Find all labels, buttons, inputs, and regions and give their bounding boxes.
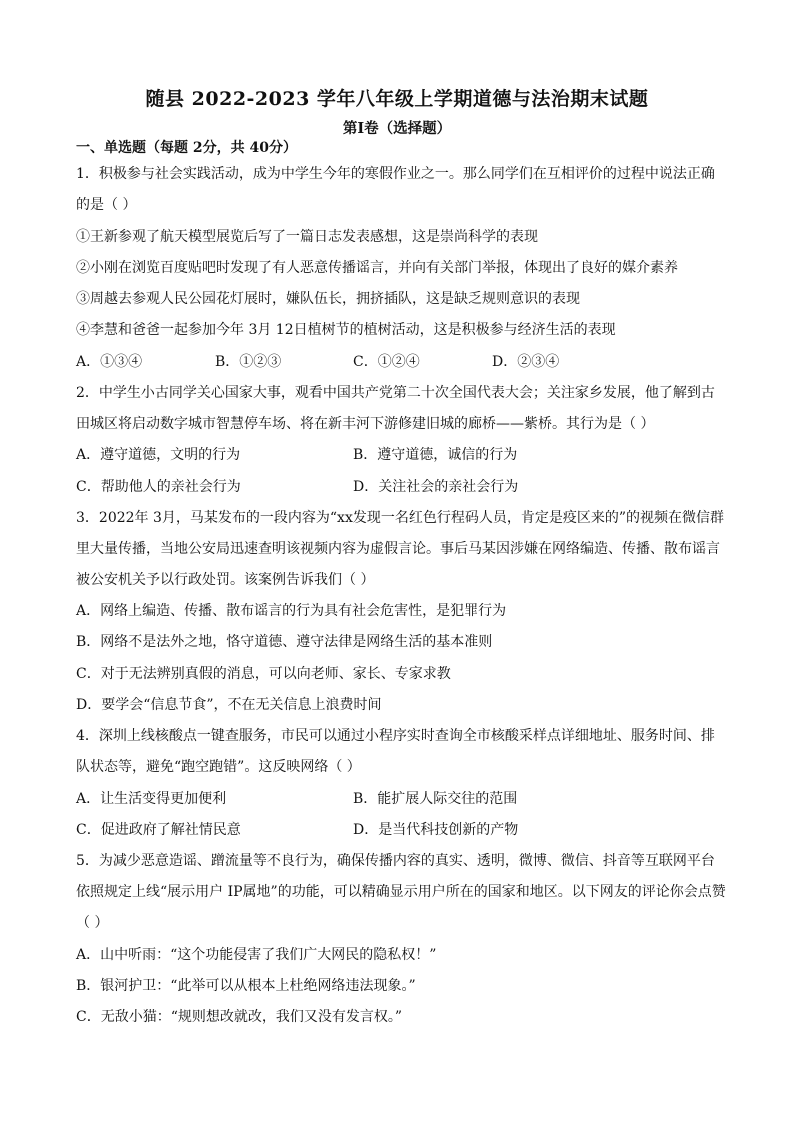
q1-statement-2: ②小刚在浏览百度贴吧时发现了有人恶意传播谣言，并向有关部门举报，体现出了良好的媒介素养 (76, 260, 678, 276)
q4-option-a: A．让生活变得更加便利 (76, 791, 227, 807)
q5-stem-line-1: 5．为减少恶意造谣、蹭流量等不良行为，确保传播内容的真实、透明，微博、微信、抖音等互联网平台 (76, 853, 715, 869)
q2-option-d: D．关注社会的亲社会行为 (353, 479, 519, 495)
section-heading: 一、单选题（每题 2分，共 40分） (76, 140, 297, 156)
q4-stem-line-2: 队状态等，避免“跑空跑错”。这反映网络（ ） (76, 759, 361, 775)
q5-option-a: A．山中听雨：“这个功能侵害了我们广大网民的隐私权！” (76, 947, 437, 963)
q2-option-a: A．遵守道德，文明的行为 (76, 447, 241, 463)
q3-stem-line-1: 3．2022年 3月，马某发布的一段内容为“xx发现一名红色行程码人员，肯定是疫区来的”的视频在微信群 (76, 510, 724, 526)
q2-stem-line-1: 2．中学生小古同学关心国家大事，观看中国共产党第二十次全国代表大会；关注家乡发展，他了解到古 (76, 385, 715, 401)
q3-stem-line-2: 里大量传播，当地公安局迅速查明该视频内容为虚假言论。事后马某因涉嫌在网络编造、传播、散布谣言 (76, 541, 720, 557)
exam-title: 随县 2022-2023 学年八年级上学期道德与法治期末试题 (145, 88, 649, 110)
q4-option-d: D．是当代科技创新的产物 (353, 822, 519, 838)
q1-option-a: A．①③④ (76, 354, 143, 370)
q1-statement-3: ③周越去参观人民公园花灯展时，嫌队伍长，拥挤插队，这是缺乏规则意识的表现 (76, 291, 580, 307)
q3-option-d: D．要学会“信息节食”，不在无关信息上浪费时间 (76, 697, 382, 713)
q1-option-b: B．①②③ (215, 354, 282, 370)
q3-option-a: A．网络上编造、传播、散布谣言的行为具有社会危害性，是犯罪行为 (76, 603, 507, 619)
q2-option-b: B．遵守道德，诚信的行为 (353, 447, 518, 463)
q1-statement-4: ④李慧和爸爸一起参加今年 3月 12日植树节的植树活动，这是积极参与经济生活的表现 (76, 322, 616, 338)
q2-stem-line-2: 田城区将启动数字城市智慧停车场、将在新丰河下游修建旧城的廊桥——紫桥。其行为是（ ） (76, 416, 655, 432)
q1-stem-line-1: 1．积极参与社会实践活动，成为中学生今年的寒假作业之一。那么同学们在互相评价的过程中说法正确 (76, 166, 715, 182)
q3-option-b: B．网络不是法外之地，恪守道德、遵守法律是网络生活的基本准则 (76, 634, 493, 650)
q1-statement-1: ①王新参观了航天模型展览后写了一篇日志发表感想，这是崇尚科学的表现 (76, 229, 538, 245)
q5-stem-line-2: 依照规定上线“展示用户 IP属地”的功能，可以精确显示用户所在的国家和地区。以下网友的评论你会点赞 (76, 884, 726, 900)
q5-option-b: B．银河护卫：“此举可以从根本上杜绝网络违法现象。” (76, 978, 416, 994)
q1-stem-line-2: 的是（ ） (76, 197, 137, 213)
q3-option-c: C．对于无法辨别真假的消息，可以向老师、家长、专家求教 (76, 666, 451, 682)
q5-stem-line-3: （ ） (76, 915, 109, 931)
q4-option-c: C．促进政府了解社情民意 (76, 822, 241, 838)
q4-stem-line-1: 4．深圳上线核酸点一键查服务，市民可以通过小程序实时查询全市核酸采样点详细地址、服务时间、排 (76, 728, 715, 744)
q5-option-c: C．无敌小猫：“规则想改就改，我们又没有发言权。” (76, 1009, 403, 1025)
q4-option-b: B．能扩展人际交往的范围 (353, 791, 518, 807)
q3-stem-line-3: 被公安机关予以行政处罚。该案例告诉我们（ ） (76, 572, 375, 588)
q1-option-d: D．②③④ (492, 354, 560, 370)
q2-option-c: C．帮助他人的亲社会行为 (76, 479, 241, 495)
part-heading: 第Ⅰ卷（选择题） (342, 120, 452, 137)
q1-option-c: C．①②④ (353, 354, 420, 370)
